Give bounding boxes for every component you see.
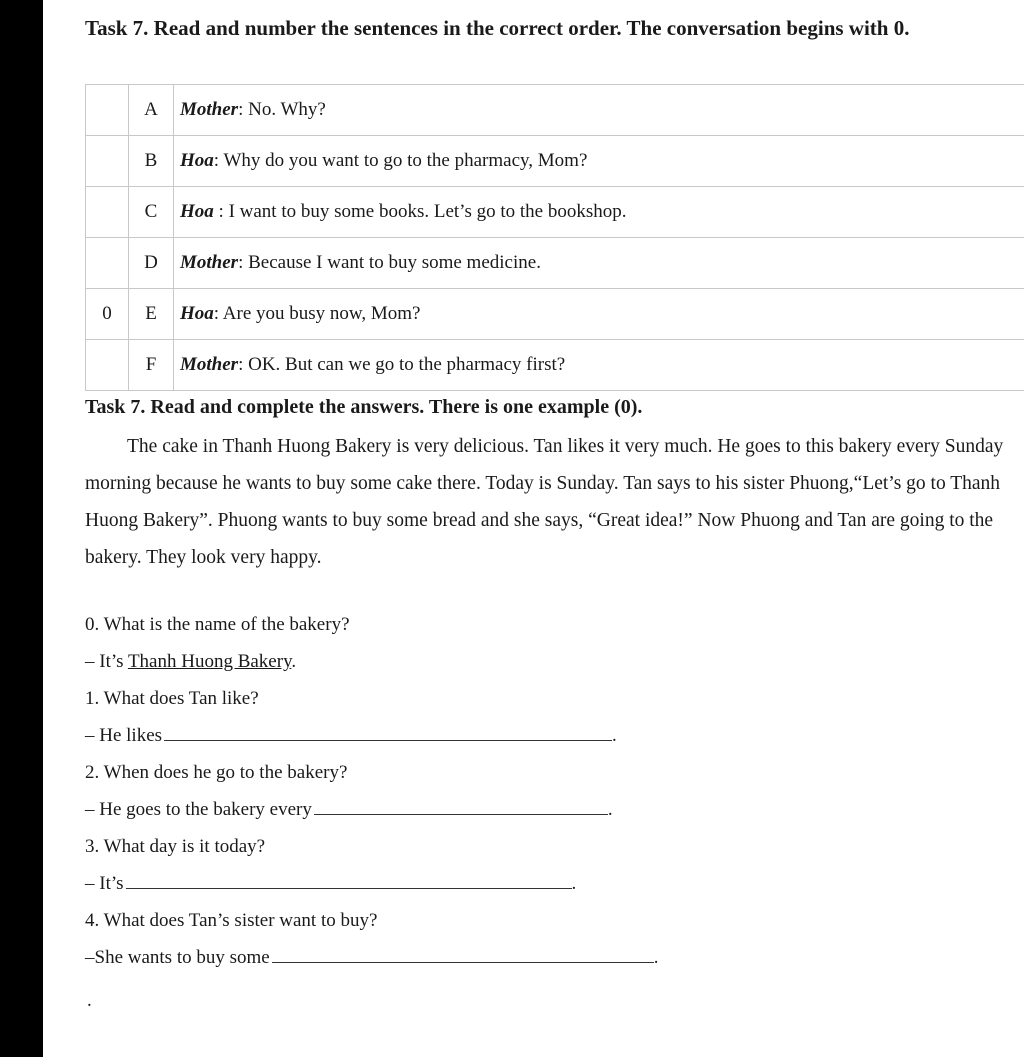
speaker-separator: : (238, 252, 249, 273)
sentence-cell (174, 340, 1024, 391)
speaker-name: Hoa (180, 303, 214, 324)
sentence-cell (174, 289, 1024, 340)
answer-cell[interactable] (86, 136, 129, 187)
ordering-table (85, 84, 1024, 391)
answer-end: . (653, 947, 659, 968)
question-0: 0. What is the name of the bakery? (85, 614, 350, 635)
speaker-name: Hoa (180, 201, 214, 222)
speaker-name: Hoa (180, 150, 214, 171)
letter-cell: B (129, 136, 174, 187)
example-answer: Thanh Huong Bakery (127, 651, 292, 672)
answer-prefix: – It’s (85, 873, 124, 894)
answer-cell[interactable] (86, 187, 129, 238)
speaker-separator: : (238, 354, 249, 375)
letter-cell: A (129, 85, 174, 136)
answer-1 (85, 721, 1005, 751)
answer-prefix: –She wants to buy some (85, 947, 270, 968)
answer-3 (85, 869, 1005, 899)
answer-end: . (291, 651, 297, 672)
answer-cell[interactable] (86, 340, 129, 391)
question-3: 3. What day is it today? (85, 836, 266, 857)
sentence-text: No. Why? (248, 99, 326, 120)
answer-cell[interactable]: 0 (86, 289, 129, 340)
sentence-text: OK. But can we go to the pharmacy first? (248, 354, 566, 375)
speaker-separator: : (213, 303, 223, 324)
reading-passage (85, 428, 1005, 576)
answer-cell[interactable] (86, 85, 129, 136)
task2-title: Task 7. Read and complete the answers. There is one example (0). (85, 396, 643, 418)
table-row (86, 238, 1024, 289)
question-1: 1. What does Tan like? (85, 688, 259, 709)
trailing-mark: . (87, 990, 92, 1011)
speaker-separator: : (213, 201, 229, 222)
answer-2 (85, 795, 1005, 825)
answer-cell[interactable] (86, 238, 129, 289)
speaker-separator: : (238, 99, 249, 120)
question-4: 4. What does Tan’s sister want to buy? (85, 910, 378, 931)
answer-0 (85, 647, 1005, 677)
letter-cell: D (129, 238, 174, 289)
answer-end: . (607, 799, 613, 820)
answer-end: . (571, 873, 577, 894)
task1-title: Task 7. Read and number the sentences in the correct order. The conversation begins with 0. (85, 16, 910, 40)
speaker-separator: : (213, 150, 224, 171)
sentence-text: Are you busy now, Mom? (222, 303, 421, 324)
table-row (86, 136, 1024, 187)
answer-blank[interactable] (314, 796, 608, 815)
speaker-name: Mother (180, 99, 239, 120)
answer-blank[interactable] (164, 722, 612, 741)
sentence-text: I want to buy some books. Let’s go to the bookshop. (228, 201, 627, 222)
sentence-cell (174, 136, 1024, 187)
left-black-border (0, 0, 43, 1057)
answer-4 (85, 943, 1005, 973)
answer-prefix: – He likes (85, 725, 163, 746)
letter-cell: E (129, 289, 174, 340)
question-2: 2. When does he go to the bakery? (85, 762, 348, 783)
letter-cell: F (129, 340, 174, 391)
sentence-text: Why do you want to go to the pharmacy, Mom? (223, 150, 588, 171)
answer-blank[interactable] (126, 870, 572, 889)
answer-blank[interactable] (272, 944, 654, 963)
worksheet-page (43, 0, 1024, 1057)
table-row (86, 187, 1024, 238)
sentence-cell (174, 238, 1024, 289)
answer-prefix: – It’s (85, 651, 128, 672)
sentence-cell (174, 85, 1024, 136)
sentence-text: Because I want to buy some medicine. (248, 252, 541, 273)
speaker-name: Mother (180, 252, 239, 273)
answer-prefix: – He goes to the bakery every (85, 799, 312, 820)
table-row (86, 85, 1024, 136)
speaker-name: Mother (180, 354, 239, 375)
passage-text: The cake in Thanh Huong Bakery is very delicious. Tan likes it very much. He goes to this bakery every Sunday morning because he wants to buy some cake there. Today is Sunday. Tan says to his sister Phuong,“Let’s go to Thanh Huong Bakery”. Phuong wants to buy some bread and she says, “Great idea!” Now Phuong and Tan are going to the bakery. They look very happy. (85, 436, 1004, 568)
table-row (86, 289, 1024, 340)
table-row (86, 340, 1024, 391)
letter-cell: C (129, 187, 174, 238)
answer-end: . (612, 725, 617, 746)
sentence-cell (174, 187, 1024, 238)
